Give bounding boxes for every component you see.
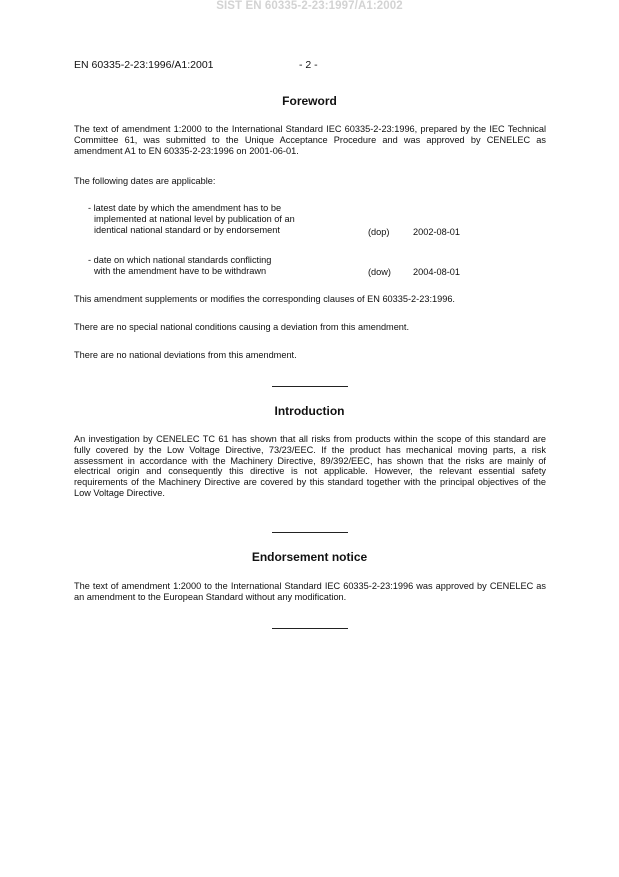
date-item-line: implemented at national level by publication of an bbox=[94, 214, 295, 224]
date-item-line: - latest date by which the amendment has to be bbox=[88, 203, 282, 213]
section-divider bbox=[272, 628, 348, 629]
date-item-date: 2002-08-01 bbox=[413, 227, 460, 237]
date-item-line: - date on which national standards conflicting bbox=[88, 255, 272, 265]
page-number: - 2 - bbox=[299, 59, 318, 71]
introduction-paragraph: An investigation by CENELEC TC 61 has shown that all risks from products within the scope of this standard are fully covered by the Low Voltage Directive, 73/23/EEC. If the product has mechanical moving parts, a risk assessment in accordance with the Machinery Directive, 89/392/EEC, has shown that the risks are mainly of electrical origin and consequently this directive is not applicable. However, the relevant essential safety requirements of the Machinery Directive are covered by this standard together with the principal objectives of the Low Voltage Directive. bbox=[74, 434, 546, 498]
date-item-code: (dop) bbox=[368, 227, 390, 237]
date-item-code: (dow) bbox=[368, 267, 391, 277]
section-divider bbox=[272, 532, 348, 533]
foreword-paragraph-4: There are no national deviations from this amendment. bbox=[74, 350, 297, 360]
foreword-paragraph-1: The text of amendment 1:2000 to the International Standard IEC 60335-2-23:1996, prepared by the IEC Technical Committee 61, was submitted to the Unique Acceptance Procedure and was approved by CENELEC as amendment A1 to EN 60335-2-23:1996 on 2001-06-01. bbox=[74, 124, 546, 156]
document-reference: EN 60335-2-23:1996/A1:2001 bbox=[74, 59, 214, 71]
endorsement-paragraph: The text of amendment 1:2000 to the International Standard IEC 60335-2-23:1996 was approved by CENELEC as an amendment to the European Standard without any modification. bbox=[74, 581, 546, 602]
dates-intro: The following dates are applicable: bbox=[74, 176, 216, 186]
date-item-date: 2004-08-01 bbox=[413, 267, 460, 277]
foreword-paragraph-3: There are no special national conditions causing a deviation from this amendment. bbox=[74, 322, 410, 332]
section-divider bbox=[272, 386, 348, 387]
date-item-line: identical national standard or by endorsement bbox=[94, 225, 280, 235]
endorsement-heading: Endorsement notice bbox=[251, 550, 368, 564]
foreword-paragraph-2: This amendment supplements or modifies the corresponding clauses of EN 60335-2-23:1996. bbox=[74, 294, 455, 304]
date-item-line: with the amendment have to be withdrawn bbox=[94, 266, 267, 276]
introduction-heading: Introduction bbox=[274, 404, 345, 418]
foreword-heading: Foreword bbox=[282, 94, 337, 108]
watermark: SIST EN 60335-2-23:1997/A1:2002 bbox=[216, 0, 403, 12]
